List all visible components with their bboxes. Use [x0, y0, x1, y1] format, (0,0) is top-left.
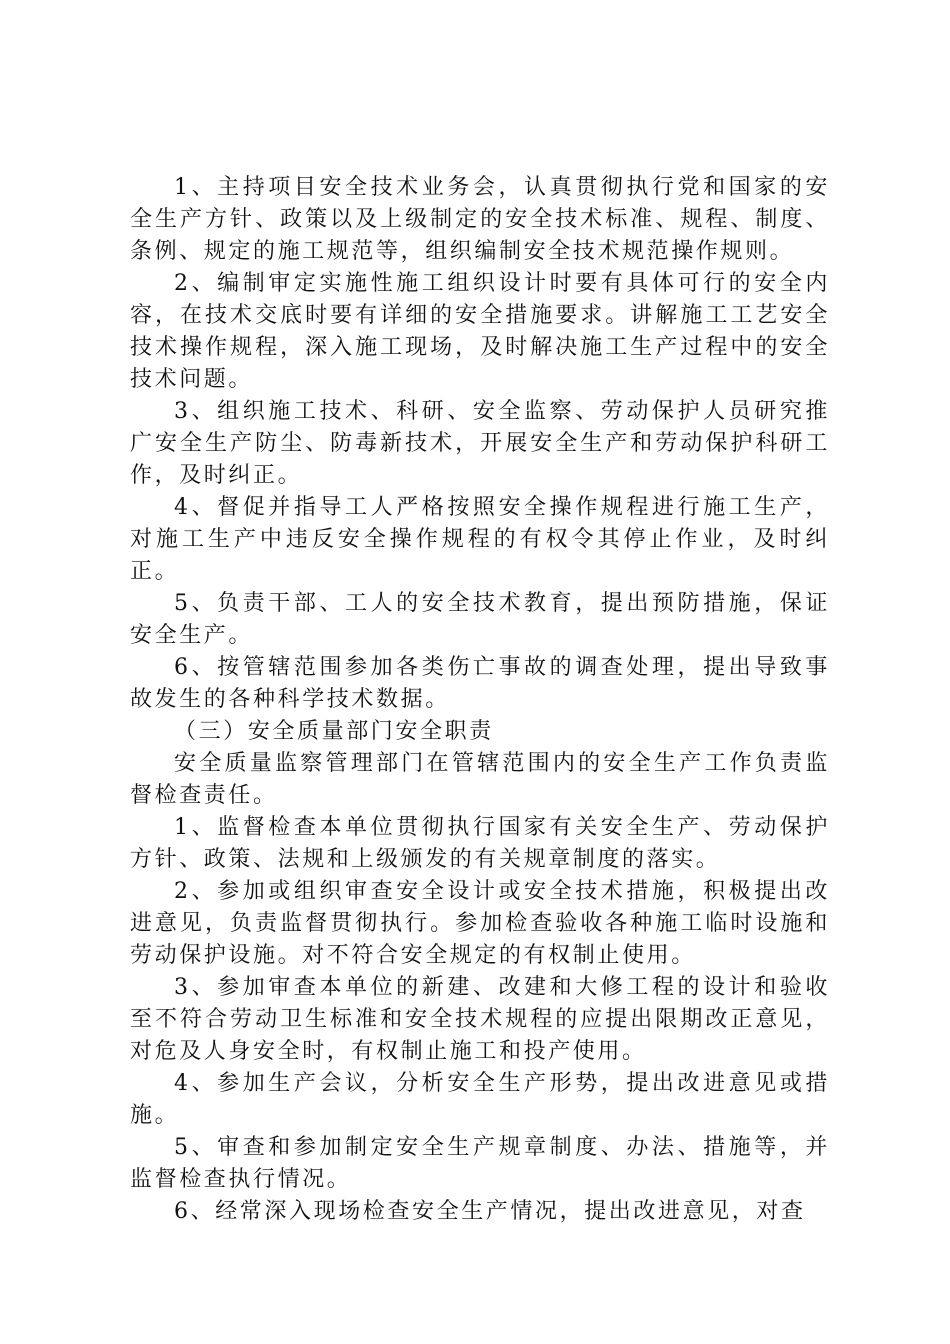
document-body	[130, 172, 830, 1228]
duty-item-1: 1、监督检查本单位贯彻执行国家有关安全生产、劳动保护方针、政策、法规和上级颁发的有关规章制度的落实。	[130, 815, 830, 872]
duty-item-2: 2、参加或组织审查安全设计或安全技术措施，积极提出改进意见，负责监督贯彻执行。参加检查验收各种施工临时设施和劳动保护设施。对不符合安全规定的有权制止使用。	[130, 879, 830, 968]
paragraph-item-2: 2、编制审定实施性施工组织设计时要有具体可行的安全内容，在技术交底时要有详细的安全措施要求。讲解施工工艺安全技术操作规程，深入施工现场，及时解决施工生产过程中的安全技术问题。	[130, 271, 830, 392]
duty-item-5: 5、审查和参加制定安全生产规章制度、办法、措施等，并监督检查执行情况。	[130, 1135, 830, 1192]
duty-item-3: 3、参加审查本单位的新建、改建和大修工程的设计和验收至不符合劳动卫生标准和安全技术规程的应提出限期改正意见，对危及人身安全时，有权制止施工和投产使用。	[130, 975, 830, 1064]
paragraph-item-3: 3、组织施工技术、科研、安全监察、劳动保护人员研究推广安全生产防尘、防毒新技术，开展安全生产和劳动保护科研工作，及时纠正。	[130, 399, 830, 488]
section-heading: （三）安全质量部门安全职责	[174, 719, 494, 744]
section-intro: 安全质量监察管理部门在管辖范围内的安全生产工作负责监督检查责任。	[130, 751, 830, 808]
paragraph-item-6: 6、按管辖范围参加各类伤亡事故的调查处理，提出导致事故发生的各种科学技术数据。	[130, 655, 830, 712]
paragraph-item-5: 5、负责干部、工人的安全技术教育，提出预防措施，保证安全生产。	[130, 591, 830, 648]
duty-item-4: 4、参加生产会议，分析安全生产形势，提出改进意见或措施。	[130, 1071, 830, 1128]
paragraph-item-4: 4、督促并指导工人严格按照安全操作规程进行施工生产，对施工生产中违反安全操作规程的有权令其停止作业，及时纠正。	[130, 495, 830, 584]
paragraph-item-1: 1、主持项目安全技术业务会，认真贯彻执行党和国家的安全生产方针、政策以及上级制定的安全技术标准、规程、制度、条例、规定的施工规范等，组织编制安全技术规范操作规则。	[130, 175, 830, 264]
duty-item-6: 6、经常深入现场检查安全生产情况，提出改进意见，对查	[174, 1199, 806, 1224]
